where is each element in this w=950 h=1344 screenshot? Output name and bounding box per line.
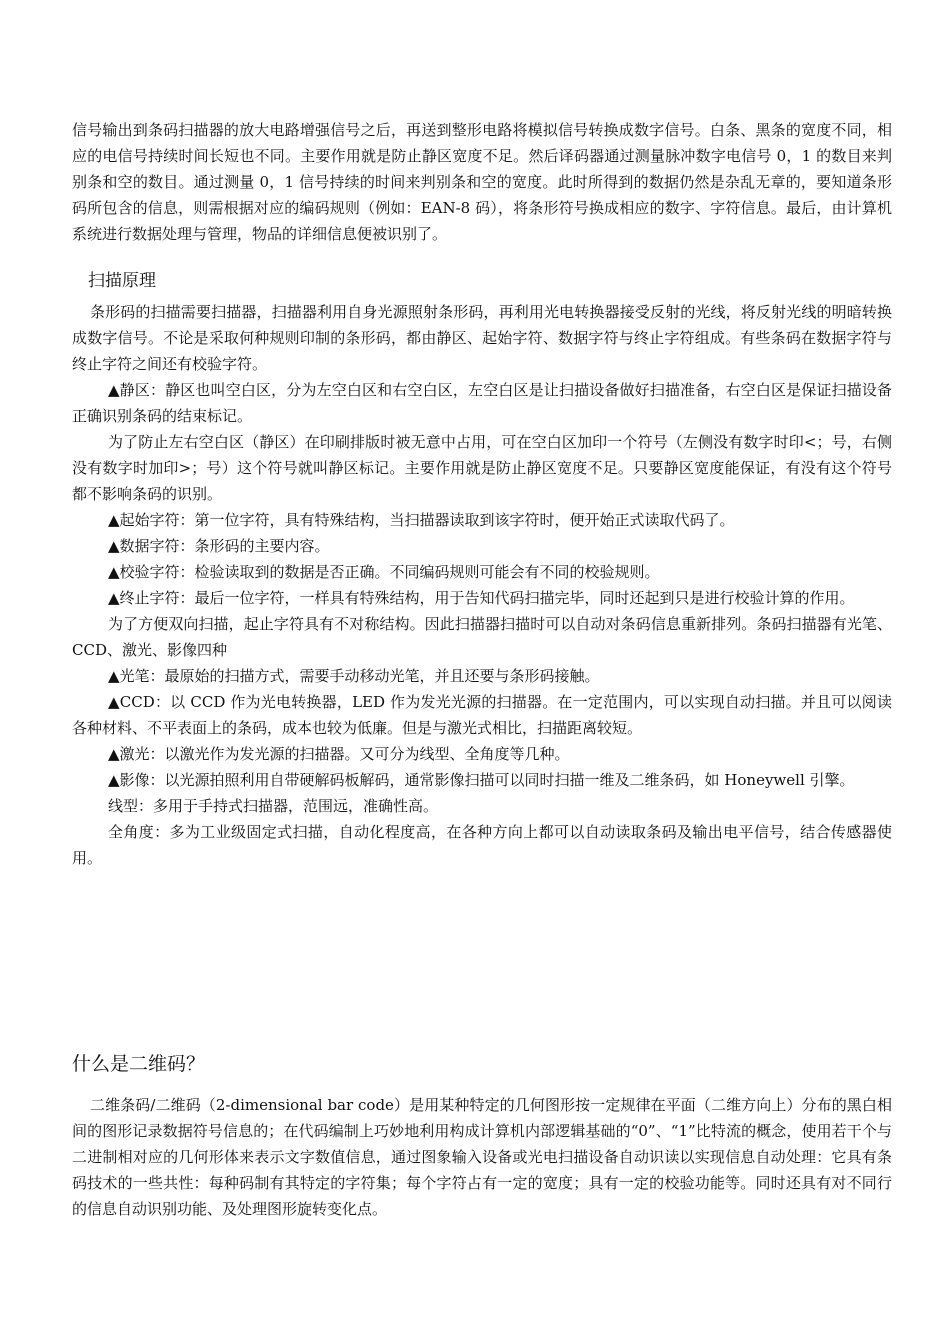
scan-paragraph-stop-char: ▲终止字符：最后一位字符，一样具有特殊结构，用于告知代码扫描完毕，同时还起到只是进行校验计算的作用。 (108, 589, 855, 607)
qr-heading: 什么是二维码？ (72, 1053, 206, 1075)
scan-paragraph-start-char: ▲起始字符：第一位字符，具有特殊结构，当扫描器读取到该字符时，便开始正式读取代码了。 (108, 511, 735, 529)
scan-paragraph-1: 条形码的扫描需要扫描器，扫描器利用自身光源照射条形码，再利用光电转换器接受反射的光线，将反射光线的明暗转换成数字信号。不论是采取何种规则印制的条形码，都由静区、起始字符、数据字符与终止字符组成。有些条码在数据字符与终止字符之间还有校验字符。 (72, 303, 892, 373)
scan-paragraph-quiet-zone: ▲静区：静区也叫空白区，分为左空白区和右空白区，左空白区是让扫描设备做好扫描准备，右空白区是保证扫描设备正确识别条码的结束标记。 (72, 381, 892, 425)
scan-paragraph-laser: ▲激光：以激光作为发光源的扫描器。又可分为线型、全角度等几种。 (108, 745, 570, 763)
intro-paragraph: 信号输出到条码扫描器的放大电路增强信号之后，再送到整形电路将模拟信号转换成数字信号。白条、黑条的宽度不同，相应的电信号持续时间长短也不同。主要作用就是防止静区宽度不足。然后译码器通过测量脉冲数字电信号 0，1 的数目来判别条和空的数目。通过测量 0，1 信号持续的时间来判别条和空的宽度。此时所得到的数据仍然是杂乱无章的，要知道条形码所包含的信息，则需根据对应的编码规则（例如：EAN-8 码），将条形符号换成相应的数字、字符信息。最后，由计算机系统进行数据处理与管理，物品的详细信息便被识别了。 (72, 121, 892, 243)
scan-paragraph-quiet-zone-mark: 为了防止左右空白区（静区）在印刷排版时被无意中占用，可在空白区加印一个符号（左侧没有数字时印<；号，右侧没有数字时加印>；号）这个符号就叫静区标记。主要作用就是防止静区宽度不足。只要静区宽度能保证，有没有这个符号都不影响条码的识别。 (72, 433, 892, 503)
scan-paragraph-linear: 线型：多用于手持式扫描器，范围远，准确性高。 (108, 797, 439, 815)
scan-principle-heading: 扫描原理 (88, 271, 156, 291)
qr-section (72, 1050, 892, 1222)
scan-paragraph-data-char: ▲数据字符：条形码的主要内容。 (108, 537, 330, 555)
scan-principle-section (72, 268, 892, 871)
scan-paragraph-light-pen: ▲光笔：最原始的扫描方式，需要手动移动光笔，并且还要与条形码接触。 (108, 667, 600, 685)
scan-paragraph-omni: 全角度：多为工业级固定式扫描，自动化程度高，在各种方向上都可以自动读取条码及输出电平信号，结合传感器使用。 (72, 823, 892, 867)
scan-paragraph-check-char: ▲校验字符：检验读取到的数据是否正确。不同编码规则可能会有不同的校验规则。 (108, 563, 660, 581)
scan-paragraph-ccd: ▲CCD：以 CCD 作为光电转换器，LED 作为发光光源的扫描器。在一定范围内，可以实现自动扫描。并且可以阅读各种材料、不平表面上的条码，成本也较为低廉。但是与激光式相比，扫描距离较短。 (72, 693, 892, 737)
scan-paragraph-imaging: ▲影像：以光源拍照利用自带硬解码板解码，通常影像扫描可以同时扫描一维及二维条码，如 Honeywell 引擎。 (108, 771, 855, 789)
scan-paragraph-bidirectional: 为了方便双向扫描，起止字符具有不对称结构。因此扫描器扫描时可以自动对条码信息重新排列。条码扫描器有光笔、CCD、激光、影像四种 (72, 615, 892, 659)
intro-section (72, 117, 892, 247)
qr-paragraph: 二维条码/二维码（2-dimensional bar code）是用某种特定的几何图形按一定规律在平面（二维方向上）分布的黑白相间的图形记录数据符号信息的；在代码编制上巧妙地利用构成计算机内部逻辑基础的“0”、“1”比特流的概念，使用若干个与二进制相对应的几何形体来表示文字数值信息，通过图象输入设备或光电扫描设备自动识读以实现信息自动处理：它具有条码技术的一些共性：每种码制有其特定的字符集；每个字符占有一定的宽度；具有一定的校验功能等。同时还具有对不同行的信息自动识别功能、及处理图形旋转变化点。 (72, 1096, 892, 1218)
